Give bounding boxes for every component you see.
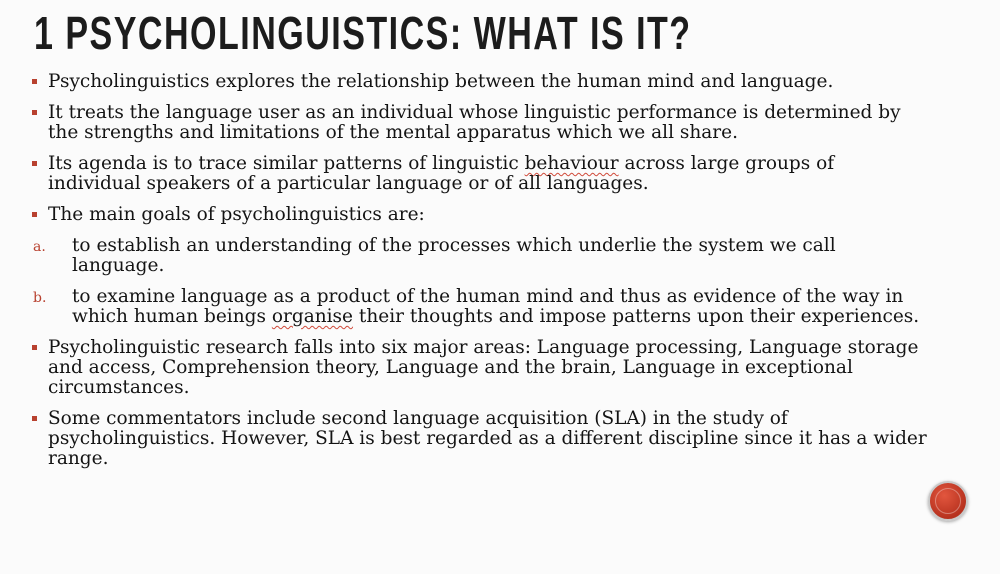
- spellcheck-word: behaviour: [524, 153, 619, 174]
- slide-title: 1 PSYCHOLINGUISTICS: WHAT IS IT?: [34, 7, 692, 59]
- bullet-item: [30, 338, 930, 398]
- bullet-text: The main goals of psycholinguistics are:: [48, 204, 425, 225]
- bullet-item: [30, 205, 930, 225]
- bullet-square-icon: [32, 161, 37, 166]
- bullet-text: Psycholinguistics explores the relationship between the human mind and language.: [48, 71, 834, 92]
- list-marker: b.: [33, 290, 47, 306]
- bullet-square-icon: [32, 345, 37, 350]
- spellcheck-word: organise: [271, 306, 354, 327]
- slide-content: [30, 72, 930, 480]
- bullet-square-icon: [32, 79, 37, 84]
- lettered-text: to establish an understanding of the processes which underlie the system we call language.: [72, 235, 836, 276]
- lettered-text-end: their thoughts and impose patterns upon their experiences.: [353, 306, 920, 327]
- lettered-item: [30, 287, 930, 327]
- bullet-text: Psycholinguistic research falls into six major areas: Language processing, Language storage and access, Comprehension theory, Language and the brain, Language in exceptional circumstances.: [48, 337, 919, 398]
- bullet-item: [30, 409, 930, 469]
- bullet-item: [30, 103, 930, 143]
- bullet-text-end: across large groups of individual speakers of a particular language or of all languages.: [48, 153, 835, 194]
- bullet-text-start: Its agenda is to trace similar patterns of linguistic: [48, 153, 525, 174]
- lettered-item: [30, 236, 930, 276]
- bullet-square-icon: [32, 416, 37, 421]
- bullet-item: [30, 154, 930, 194]
- list-marker: a.: [33, 239, 46, 255]
- bullet-item: [30, 72, 930, 92]
- bullet-text: Some commentators include second language acquisition (SLA) in the study of psycholinguistics. However, SLA is best regarded as a different discipline since it has a wider range.: [48, 408, 927, 469]
- red-circle-button-icon[interactable]: [928, 481, 968, 521]
- lettered-text-start: to examine language as a product of the human mind and thus as evidence of the way in which human beings: [72, 286, 904, 327]
- bullet-text: It treats the language user as an individual whose linguistic performance is determined by the strengths and limitations of the mental apparatus which we all share.: [48, 102, 901, 143]
- bullet-square-icon: [32, 110, 37, 115]
- bullet-square-icon: [32, 212, 37, 217]
